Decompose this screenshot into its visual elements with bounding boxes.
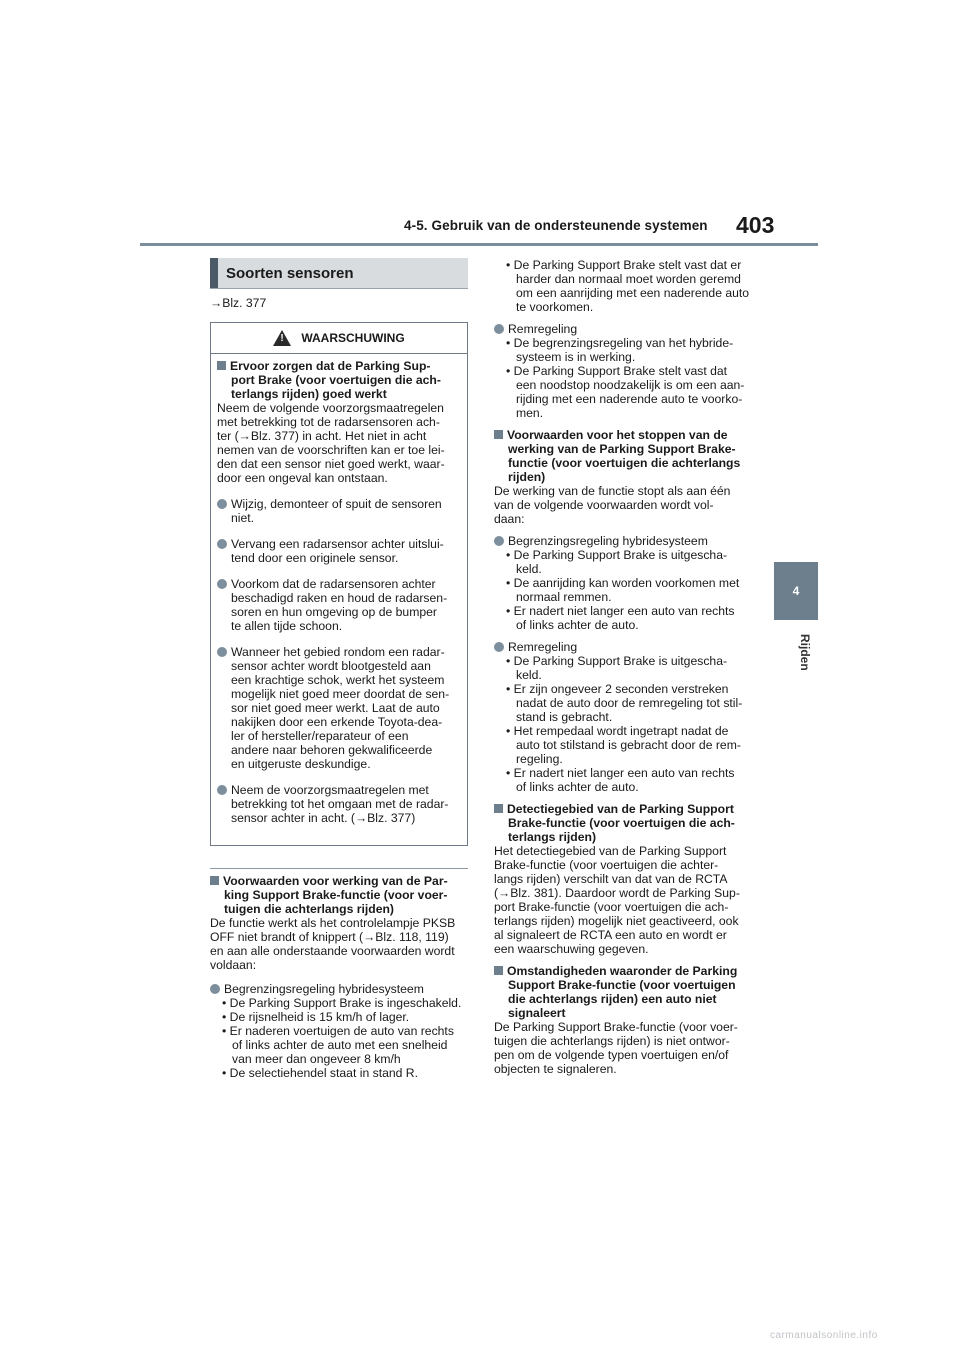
list-item: • Het rempedaal wordt ingetrapt nadat de auto tot stilstand is gebracht door de rem- regeling. bbox=[506, 724, 741, 766]
warning-box bbox=[210, 322, 468, 846]
header-title: 4-5. Gebruik van de ondersteunende systemen bbox=[404, 218, 708, 233]
circle-bullet-icon bbox=[210, 984, 220, 994]
circle-bullet-icon bbox=[494, 324, 504, 334]
list-item: • De rijsnelheid is 15 km/h of lager. bbox=[222, 1010, 410, 1024]
warning-title-bar bbox=[211, 323, 467, 354]
list-item: • De Parking Support Brake stelt vast dat er harder dan normaal moet worden geremd om een aanrijding met een naderende auto te voorkomen. bbox=[506, 258, 750, 314]
section-title: Soorten sensoren bbox=[226, 264, 354, 282]
circle-bullet-icon bbox=[217, 579, 227, 589]
right-column bbox=[494, 258, 756, 1076]
warning-bullet: Neem de voorzorgsmaatregelen met betrekking tot het omgaan met de radar- sensor achter in acht. (→Blz. 377) bbox=[217, 783, 463, 825]
list-item: • De Parking Support Brake stelt vast dat een noodstop noodzakelijk is om een aan- rijding met een naderende auto te voorko- men. bbox=[506, 364, 745, 420]
circle-bullet-icon bbox=[217, 539, 227, 549]
warning-bullet: Wijzig, demonteer of spuit de sensoren niet. bbox=[217, 497, 463, 525]
section-heading bbox=[210, 258, 468, 288]
square-bullet-icon bbox=[494, 804, 503, 813]
detection-heading: Detectiegebied van de Parking Support Brake-functie (voor voertuigen die ach- terlangs rijden) bbox=[494, 802, 756, 844]
watermark: carmanualsonline.info bbox=[770, 1330, 878, 1341]
warning-intro: Neem de volgende voorzorgsmaatregelen met betrekking tot de radarsensoren ach- ter (→Blz. 377) in acht. Het niet in acht nemen van de voorschriften kan er toe lei- den dat een sensor niet goed werkt, waar- door een ongeval kan ontstaan. bbox=[217, 401, 445, 485]
section-heading-bar bbox=[210, 258, 218, 288]
warning-heading: Ervoor zorgen dat de Parking Sup- port Brake (voor voertuigen die ach- terlangs rijden) goed werkt bbox=[217, 359, 463, 401]
square-bullet-icon bbox=[494, 430, 503, 439]
page-number: 403 bbox=[736, 212, 775, 238]
chapter-label: Rijden bbox=[798, 634, 812, 671]
subsection-divider bbox=[210, 868, 468, 869]
stop-intro: De werking van de functie stopt als aan één van de volgende voorwaarden wordt vol- daan: bbox=[494, 484, 731, 526]
square-bullet-icon bbox=[217, 361, 226, 370]
circle-bullet-icon bbox=[494, 536, 504, 546]
warning-bullet: Voorkom dat de radarsensoren achter beschadigd raken en houd de radarsen- soren en hun omgeving op de bumper te allen tijde schoon. bbox=[217, 577, 463, 633]
chapter-number: 4 bbox=[792, 584, 800, 598]
conditions-intro: De functie werkt als het controlelampje PKSB OFF niet brandt of knippert (→Blz. 118, 119) en aan alle onderstaande voorwaarden wordt voldaan: bbox=[210, 916, 456, 972]
circle-bullet-icon bbox=[217, 499, 227, 509]
circle-bullet-icon bbox=[494, 642, 504, 652]
warning-title: WAARSCHUWING bbox=[301, 331, 405, 345]
square-bullet-icon bbox=[210, 876, 219, 885]
list-item: • De aanrijding kan worden voorkomen met normaal remmen. bbox=[506, 576, 740, 604]
circumstances-text: De Parking Support Brake-functie (voor voer- tuigen die achterlangs rijden) is niet ontwor- pen om de volgende typen voertuigen en/of objecten te signaleren. bbox=[494, 1020, 738, 1076]
list-item: • Er nadert niet langer een auto van rechts of links achter de auto. bbox=[506, 604, 735, 632]
square-bullet-icon bbox=[494, 966, 503, 975]
list-item: • Er zijn ongeveer 2 seconden verstreken nadat de auto door de remregeling tot stil- stand is gebracht. bbox=[506, 682, 743, 724]
header-divider bbox=[140, 243, 818, 246]
bullet-heading: Remregeling bbox=[494, 640, 756, 654]
warning-content bbox=[217, 359, 463, 825]
list-item: • Er naderen voertuigen de auto van rechts of links achter de auto met een snelheid van meer dan ongeveer 8 km/h bbox=[222, 1024, 454, 1066]
bullet-heading: Begrenzingsregeling hybridesysteem bbox=[494, 534, 756, 548]
chapter-tab bbox=[774, 562, 818, 620]
warning-triangle-icon bbox=[273, 330, 291, 346]
list-item: • De Parking Support Brake is uitgescha- keld. bbox=[506, 548, 728, 576]
warning-bullet: Wanneer het gebied rondom een radar- sensor achter wordt blootgesteld aan een krachtige schok, werkt het systeem mogelijk niet goed meer doordat de sen- sor niet goed meer werkt. Laat de auto nakijken door een erkende Toyota-dea- ler of hersteller/reparateur of een andere naar behoren gekwalificeerde en uitgeruste deskundige. bbox=[217, 645, 463, 771]
list-item: • De selectiehendel staat in stand R. bbox=[222, 1066, 418, 1080]
list-item: • Er nadert niet langer een auto van rechts of links achter de auto. bbox=[506, 766, 735, 794]
circle-bullet-icon bbox=[217, 647, 227, 657]
stop-heading: Voorwaarden voor het stoppen van de werking van de Parking Support Brake- functie (voor voertuigen die achterlangs rijden) bbox=[494, 428, 756, 484]
list-item: • De Parking Support Brake is ingeschakeld. bbox=[222, 996, 462, 1010]
bullet-heading: Begrenzingsregeling hybridesysteem bbox=[210, 982, 470, 996]
conditions-heading: Voorwaarden voor werking van de Par- king Support Brake-functie (voor voer- tuigen die achterlangs rijden) bbox=[210, 874, 470, 916]
warning-bullet: Vervang een radarsensor achter uitslui- tend door een originele sensor. bbox=[217, 537, 463, 565]
bullet-heading: Remregeling bbox=[494, 322, 756, 336]
list-item: • De begrenzingsregeling van het hybride- systeem is in werking. bbox=[506, 336, 734, 364]
circle-bullet-icon bbox=[217, 785, 227, 795]
circumstances-heading: Omstandigheden waaronder de Parking Support Brake-functie (voor voertuigen die achterlangs rijden) een auto niet signaleert bbox=[494, 964, 756, 1020]
section-underline bbox=[210, 288, 468, 289]
page-reference: →Blz. 377 bbox=[210, 296, 267, 310]
detection-text: Het detectiegebied van de Parking Support Brake-functie (voor voertuigen die achter- langs rijden) verschilt van dat van de RCTA (→Blz. 381). Daardoor wordt de Parking Sup- port Brake-functie (voor voertuigen die ach- terlangs rijden) mogelijk niet geactiveerd, ook al signaleert de RCTA een auto en wordt er een waarschuwing gegeven. bbox=[494, 844, 740, 956]
left-lower-content bbox=[210, 874, 470, 1080]
list-item: • De Parking Support Brake is uitgescha- keld. bbox=[506, 654, 728, 682]
